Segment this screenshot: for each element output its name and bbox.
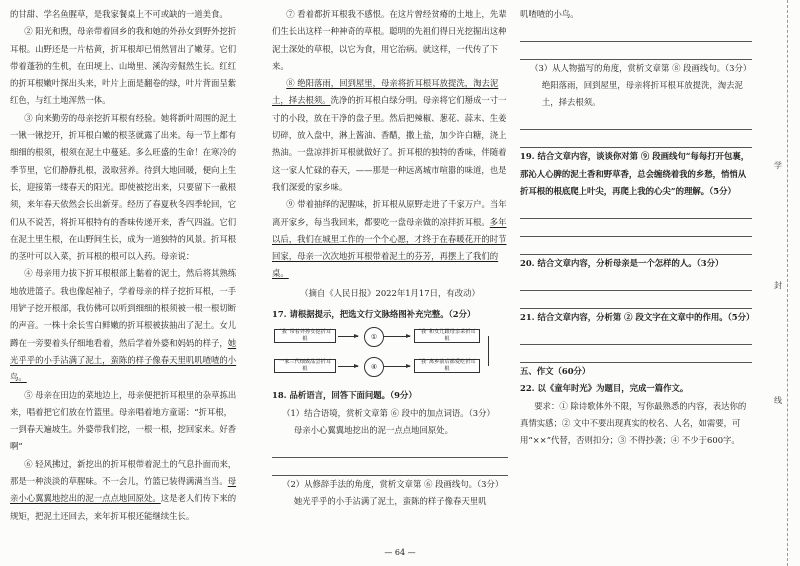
answer-line[interactable] bbox=[520, 200, 752, 218]
flow-diagram bbox=[272, 325, 508, 385]
question-18-1: （1）结合语境，赏析文章第 ⑥ 段中的加点词语。（3分） bbox=[282, 407, 495, 418]
reading-passage-col2 bbox=[272, 6, 508, 510]
answer-line[interactable] bbox=[520, 272, 752, 290]
flow-arrow bbox=[384, 366, 410, 367]
flow-connector bbox=[488, 336, 489, 366]
passage-para bbox=[272, 75, 508, 196]
question-18: 18. 品析语言，回答下面问题。（9分） bbox=[272, 390, 417, 401]
answer-line[interactable] bbox=[520, 42, 752, 60]
flow-arrow bbox=[338, 366, 358, 367]
passage-text: ④ 母亲用力拔下折耳根根部上黏着的泥土，然后将其熟练地放进篮子。我也像起袖子，学着母亲的样子挖折耳根，一手用铲子挖开根部，我仿佛可以听到细细的根须被一根一根切断的声音。 bbox=[10, 268, 237, 331]
answer-line[interactable] bbox=[272, 439, 508, 457]
margin-label: 学 bbox=[774, 161, 782, 170]
binding-line bbox=[787, 0, 788, 566]
margin-label: 封 bbox=[774, 281, 782, 290]
question-18-3: （3）从人物描写的角度，赏析文章第 ⑧ 段画线句。（3分） bbox=[530, 62, 752, 73]
quoted-phrase: 母亲小心翼翼地挖出的泥一点点地回原处。 bbox=[293, 424, 453, 435]
flow-box-3: 一家三代细致品尝折耳根 bbox=[274, 359, 336, 373]
essay-requirements: 要求：① 除诗歌体外不限，写你最熟悉的内容，表达你的真情实感；② 文中不要出现真实的校名、人名，如需要，可用“××”代替，否则扣分；③ 不得抄袭；④ 不少于600字。 bbox=[520, 400, 747, 446]
passage-text: 一株十余长雪白鲜嫩的折耳根被拔抽出了泥土。女儿蹲在一旁要着头仔细地看着，然后学着外婆和妈妈的样子， bbox=[10, 320, 237, 348]
passage-para: ② 阳光和煦，母亲带着回乡的我和她的外孙女到野外挖折耳根。山野还是一片枯黄，折耳根却已悄然冒出了嫩芽。它们带着蓬勃的生机，在田埂上、山坳里、溪沟旁倔然生长。红红的折耳根嫩叶探出头来，叶片上面是翻卷的绿，叶片背面呈紫红色，与红土地浑然一体。 bbox=[10, 26, 237, 106]
underlined-sentence: 母亲小心翼翼地挖出的泥一点点地回原处。 bbox=[10, 476, 237, 504]
answer-line[interactable] bbox=[520, 326, 752, 344]
quoted-sentence: 她光乎乎的小手沾满了泥土，蛮陈的样子像春天里叽 bbox=[293, 496, 487, 507]
quoted-sentence-end: 叽喳喳的小鸟。 bbox=[520, 9, 579, 19]
questions-col3 bbox=[520, 6, 755, 449]
answer-line[interactable] bbox=[520, 23, 752, 41]
answer-line[interactable] bbox=[520, 219, 752, 237]
answer-line[interactable] bbox=[520, 237, 752, 255]
answer-line[interactable] bbox=[272, 458, 508, 476]
answer-line[interactable] bbox=[520, 291, 752, 309]
reading-passage-col1 bbox=[10, 6, 238, 525]
underlined-sentence: 她光乎乎的小手沾满了泥土，蛮陈的样子像春天里叽叽喳喳的小鸟。 bbox=[10, 337, 237, 383]
question-22: 22. 以《童年时光》为题目，完成一篇作文。 bbox=[520, 383, 689, 394]
passage-para bbox=[10, 456, 238, 525]
source-citation: （摘自《人民日报》2022年1月17日，有改动） bbox=[300, 287, 480, 298]
question-17: 17. 请根据提示，把选文行文脉络图补充完整。（2分） bbox=[272, 309, 476, 320]
flow-box-2: “我”和女儿跟母亲采折耳根 bbox=[414, 329, 480, 343]
question-19: 19. 结合文章内容，谈谈你对第 ⑨ 段画线句“每每打开包裹，那沁人心脾的泥土香和野草香，总会缠绕着我的乡愁，悄悄从折耳根的根底爬上叶尖，再爬上我的心尖”的理解。（5分） bbox=[520, 151, 750, 196]
question-20: 20. 结合文章内容，分析母亲是一个怎样的人。（3分） bbox=[520, 258, 724, 269]
flow-blank-2[interactable]: ④ bbox=[364, 357, 384, 377]
underlined-sentence: ⑧ 绝阳落雨，回到屋里，母亲将折耳根耳放提洗，淘去泥土，择去根须。 bbox=[272, 78, 499, 106]
underlined-sentence: 多年以后，我们在城里工作的一个个心愿，才终于在春暖花开的时节回家，母亲一次次地折耳根带着泥土的芬芳，再摆上了我们的桌。 bbox=[272, 216, 507, 279]
passage-para: ③ 向来勤劳的母亲挖折耳根有经验。她将新叶周围的泥土一锹一锹挖开，折耳根白嫩的根茎就露了出来。每一节上都有细细的根须，根须在泥土中蔓延。多么旺盛的生命！在寒冷的季节里，它们静静扎根，汲取营养。待到大地回暖，便向上生长，迎接第一缕春天的阳光。即使被挖出来，只要留下一截根须，来年春天依然会长出新芽。经历了春夏秋冬四季轮回，它们从不说苦，将折耳根特有的香味传递开来，香气四溢。它们在泥土里生根，在山野间生长，成为一道独特的风景。折耳根的茎叶可以入菜，折耳根的根可以入药。母亲说： bbox=[10, 112, 237, 262]
flow-blank-1[interactable]: ① bbox=[364, 327, 384, 347]
passage-text: 这是老人们传下来的规矩，把泥土还回去，来年折耳根还能继续生长。 bbox=[10, 493, 237, 521]
flow-arrow bbox=[338, 336, 358, 337]
passage-text: 洗净的折耳根白绿分明。母亲将它们掰成一寸一寸的小段，放在干净的盘子里。然后把辣椒、葱花、蒜末、生姜切碎，放入盘中，淋上酱油、香醋，撒上盐，加少许白糖，浇上热油。一盘凉拌折耳根就做好了。折耳根的独特的香味，伴随着这一家人忙碌的春天，——那是一种远离城市喧嚣的味道，也是我们深爱的家乡味。 bbox=[272, 95, 507, 192]
answer-line[interactable] bbox=[520, 345, 752, 363]
passage-para: 的甘甜、学名鱼腥草，是我家餐桌上不可或缺的一道美食。 bbox=[10, 9, 228, 19]
passage-text: ⑥ 轻风拂过，新挖出的折耳根带着泥土的气息扑面而来，那是一种淡淡的草腥味。不一会儿，竹篮已装得满满当当。 bbox=[10, 458, 237, 487]
quoted-sentence: 绝阳落雨，回到屋里，母亲将折耳根耳放提洗，淘去泥土，择去根须。 bbox=[541, 80, 743, 108]
question-18-2: （2）从修辞手法的角度，赏析文章第 ⑥ 段画线句。（3分） bbox=[282, 478, 504, 489]
flow-box-1: “我”带着外孙女挖折耳根 bbox=[274, 329, 336, 343]
flow-box-4: “我”离乡前后都爱吃折耳根 bbox=[414, 359, 480, 373]
passage-para: ⑦ 看着都折耳根我不感恨。在这片曾经贫瘠的土地上，先辈们生长出这样一种神奇的草根。聪明的先祖们得日光挖掘出这种泥土深处的草根，以它为食，用它治病。就这样，一代传了下来。 bbox=[272, 9, 507, 71]
answer-line[interactable] bbox=[520, 112, 752, 130]
section-5-title: 五、作文（60分） bbox=[520, 365, 591, 376]
passage-para: ⑤ 母亲在田边的菜地边上，母亲便把折耳根里的杂草拣出来，唱着把它们放在竹篮里。母亲唱着地方童谣：“折耳根，一到春天遍坡生。外婆带我们挖，一根一根，挖回家来。好香啊” bbox=[10, 389, 237, 452]
answer-line[interactable] bbox=[520, 130, 752, 148]
margin-label: 线 bbox=[774, 396, 782, 405]
question-21: 21. 结合文章内容，分析第 ② 段文字在文章中的作用。（5分） bbox=[520, 312, 755, 323]
page-number: — 64 — bbox=[384, 548, 416, 557]
passage-text: ⑨ 带着抽绎的泥腥味，折耳根从原野走进了千家万户。当年离开家乡，每当我回来，都要吃一盘母亲做的凉拌折耳根。 bbox=[272, 199, 507, 227]
flow-arrow bbox=[384, 336, 410, 337]
passage-para bbox=[10, 265, 238, 386]
passage-para bbox=[272, 196, 508, 282]
